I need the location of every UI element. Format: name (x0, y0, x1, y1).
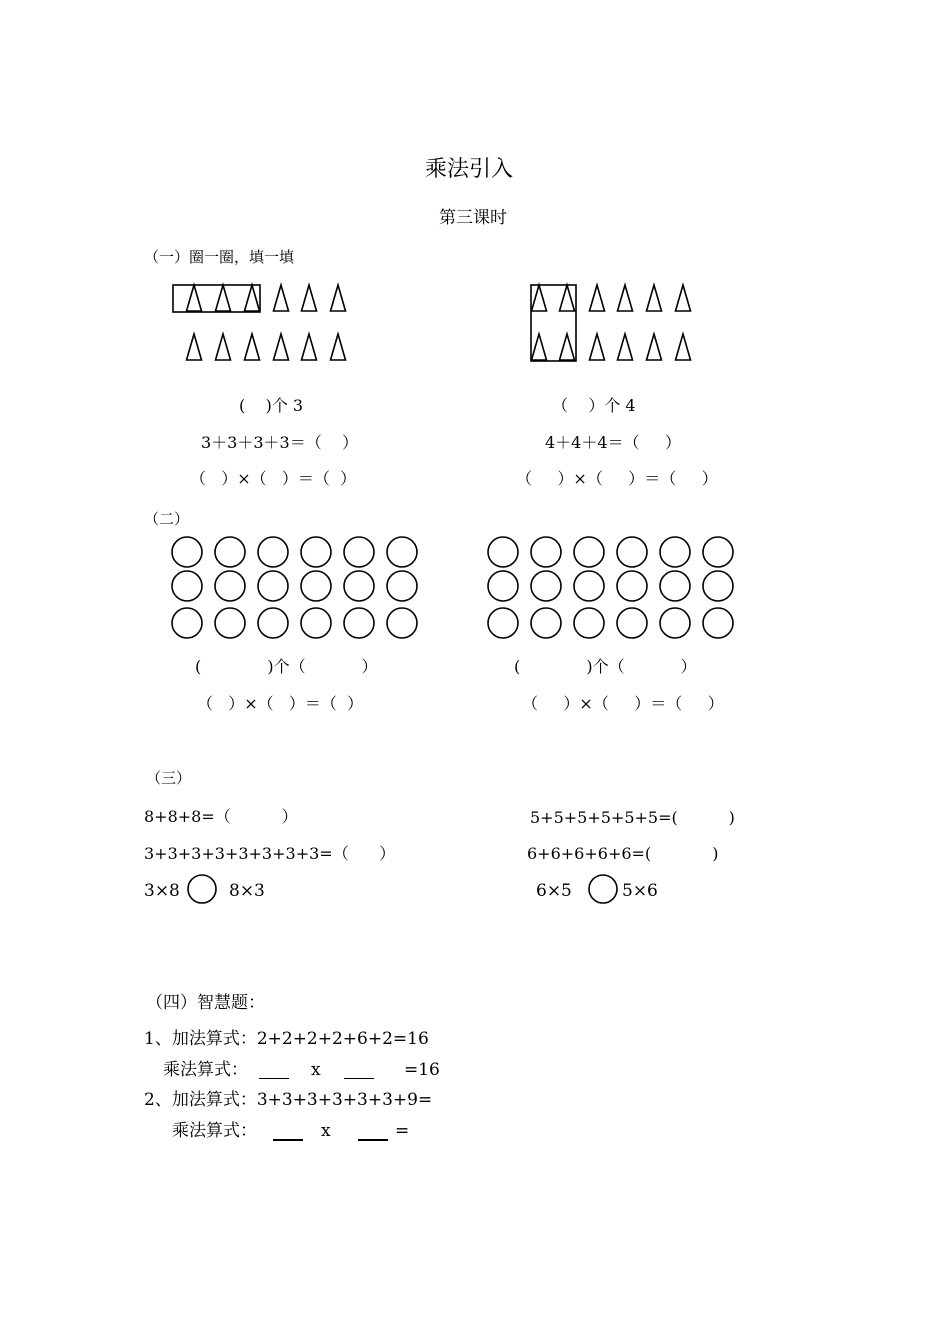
section2-header: （二） (144, 510, 190, 528)
triangle-left-row1-0 (187, 285, 202, 311)
s4-q1-blank-1[interactable] (259, 1078, 289, 1079)
circle-left-r1-c5 (387, 571, 417, 601)
s3-compare-2-right: 5×6 (622, 881, 658, 901)
triangle-left-row2-1 (216, 334, 231, 360)
s2-right-mul-line: （ ）×（ ）＝（ ） (522, 694, 724, 713)
circle-left-r2-c1 (215, 608, 245, 638)
circle-left-r2-c5 (387, 608, 417, 638)
triangle-right-row1-3 (618, 285, 633, 311)
s4-q1-mul-label: 乘法算式： (163, 1060, 248, 1080)
triangle-left-row2-5 (331, 334, 346, 360)
s1-left-add-line: 3＋3＋3＋3＝（ ） (201, 433, 359, 452)
circle-right-r1-c3 (617, 571, 647, 601)
s3-compare-2-left: 6×5 (536, 881, 572, 901)
circle-left-r1-c3 (301, 571, 331, 601)
triangle-right-row2-1 (560, 334, 575, 360)
triangle-right-row1-2 (590, 285, 605, 311)
s4-q1-blank-2[interactable] (344, 1078, 374, 1079)
circle-right-r0-c5 (703, 537, 733, 567)
circle-right-r1-c4 (660, 571, 690, 601)
circle-left-r1-c1 (215, 571, 245, 601)
s1-left-count-line: ( )个 3 (239, 396, 304, 415)
triangle-right-row2-0 (532, 334, 547, 360)
triangle-right-row2-4 (647, 334, 662, 360)
circle-left-r0-c2 (258, 537, 288, 567)
section3-header: （三） (146, 769, 192, 787)
triangle-right-row1-0 (532, 285, 547, 311)
circle-left-r2-c2 (258, 608, 288, 638)
s3-compare-1-right: 8×3 (229, 881, 265, 901)
triangle-left-row1-5 (331, 285, 346, 311)
circle-right-r2-c2 (574, 608, 604, 638)
circle-right-r2-c3 (617, 608, 647, 638)
circle-right-r2-c5 (703, 608, 733, 638)
triangle-left-row2-2 (245, 334, 260, 360)
section4-header: （四）智慧题： (146, 993, 265, 1013)
s3-question-3: 3+3+3+3+3+3+3+3=（ ） (144, 844, 396, 863)
s1-left-mul-line: （ ）×（ ）＝（ ） (190, 469, 357, 488)
s3-question-4: 6+6+6+6+6=( ) (527, 844, 719, 863)
circle-right-r1-c5 (703, 571, 733, 601)
s4-q1-addition: 1、加法算式：2+2+2+2+6+2=16 (144, 1029, 429, 1049)
circle-right-r0-c4 (660, 537, 690, 567)
s4-q2-result: = (395, 1121, 410, 1141)
triangle-left-row1-1 (216, 285, 231, 311)
s4-q2-blank-2[interactable] (358, 1139, 388, 1141)
triangle-group (187, 285, 691, 360)
s3-question-2: 5+5+5+5+5+5=( ) (530, 808, 735, 827)
s4-q1-result: =16 (404, 1060, 440, 1080)
triangle-left-row2-0 (187, 334, 202, 360)
s1-right-mul-line: （ ）×（ ）＝（ ） (516, 469, 718, 488)
triangle-right-row1-1 (560, 285, 575, 311)
circle-left-r0-c0 (172, 537, 202, 567)
triangle-left-row2-4 (302, 334, 317, 360)
circle-left-r0-c1 (215, 537, 245, 567)
circle-right-r2-c4 (660, 608, 690, 638)
circle-right-r2-c0 (488, 608, 518, 638)
s2-right-count-line: ( )个（ ） (514, 657, 697, 676)
compare-circle-2[interactable] (589, 875, 617, 903)
circle-group (172, 537, 733, 638)
circle-right-r0-c1 (531, 537, 561, 567)
s4-q2-addition: 2、加法算式：3+3+3+3+3+3+9= (144, 1090, 433, 1110)
circle-right-r0-c2 (574, 537, 604, 567)
circle-left-r1-c0 (172, 571, 202, 601)
triangle-right-row2-2 (590, 334, 605, 360)
triangle-right-row1-5 (676, 285, 691, 311)
page-subtitle: 第三课时 (439, 208, 507, 228)
triangle-right-row1-4 (647, 285, 662, 311)
circle-left-r1-c2 (258, 571, 288, 601)
section1-header: （一）圈一圈，填一填 (144, 248, 295, 266)
circle-left-r2-c0 (172, 608, 202, 638)
s4-q1-times: x (311, 1060, 321, 1080)
circle-right-r2-c1 (531, 608, 561, 638)
triangle-right-row2-5 (676, 334, 691, 360)
circle-left-r0-c4 (344, 537, 374, 567)
triangle-left-row1-2 (245, 285, 260, 311)
circle-right-r1-c0 (488, 571, 518, 601)
triangle-right-row2-3 (618, 334, 633, 360)
circle-right-r0-c3 (617, 537, 647, 567)
grouping-rectangle-right (531, 285, 576, 361)
compare-circle-1[interactable] (188, 875, 216, 903)
circle-left-r2-c4 (344, 608, 374, 638)
circle-left-r0-c3 (301, 537, 331, 567)
s4-q2-blank-1[interactable] (273, 1139, 303, 1141)
s2-left-count-line: ( )个（ ） (195, 657, 378, 676)
circle-left-r1-c4 (344, 571, 374, 601)
s1-right-add-line: 4＋4＋4＝（ ） (545, 433, 681, 452)
circle-left-r2-c3 (301, 608, 331, 638)
page-title: 乘法引入 (425, 157, 514, 182)
circle-right-r1-c2 (574, 571, 604, 601)
s2-left-mul-line: （ ）×（ ）＝（ ） (197, 694, 364, 713)
s4-q2-mul-label: 乘法算式： (172, 1121, 257, 1141)
s3-question-1: 8+8+8=（ ） (144, 807, 298, 826)
circle-right-r1-c1 (531, 571, 561, 601)
circle-left-r0-c5 (387, 537, 417, 567)
s3-compare-1-left: 3×8 (144, 881, 180, 901)
circle-right-r0-c0 (488, 537, 518, 567)
triangle-left-row2-3 (274, 334, 289, 360)
s1-right-count-line: （ ）个 4 (552, 396, 636, 415)
triangle-left-row1-3 (274, 285, 289, 311)
s4-q2-times: x (321, 1121, 331, 1141)
triangle-left-row1-4 (302, 285, 317, 311)
